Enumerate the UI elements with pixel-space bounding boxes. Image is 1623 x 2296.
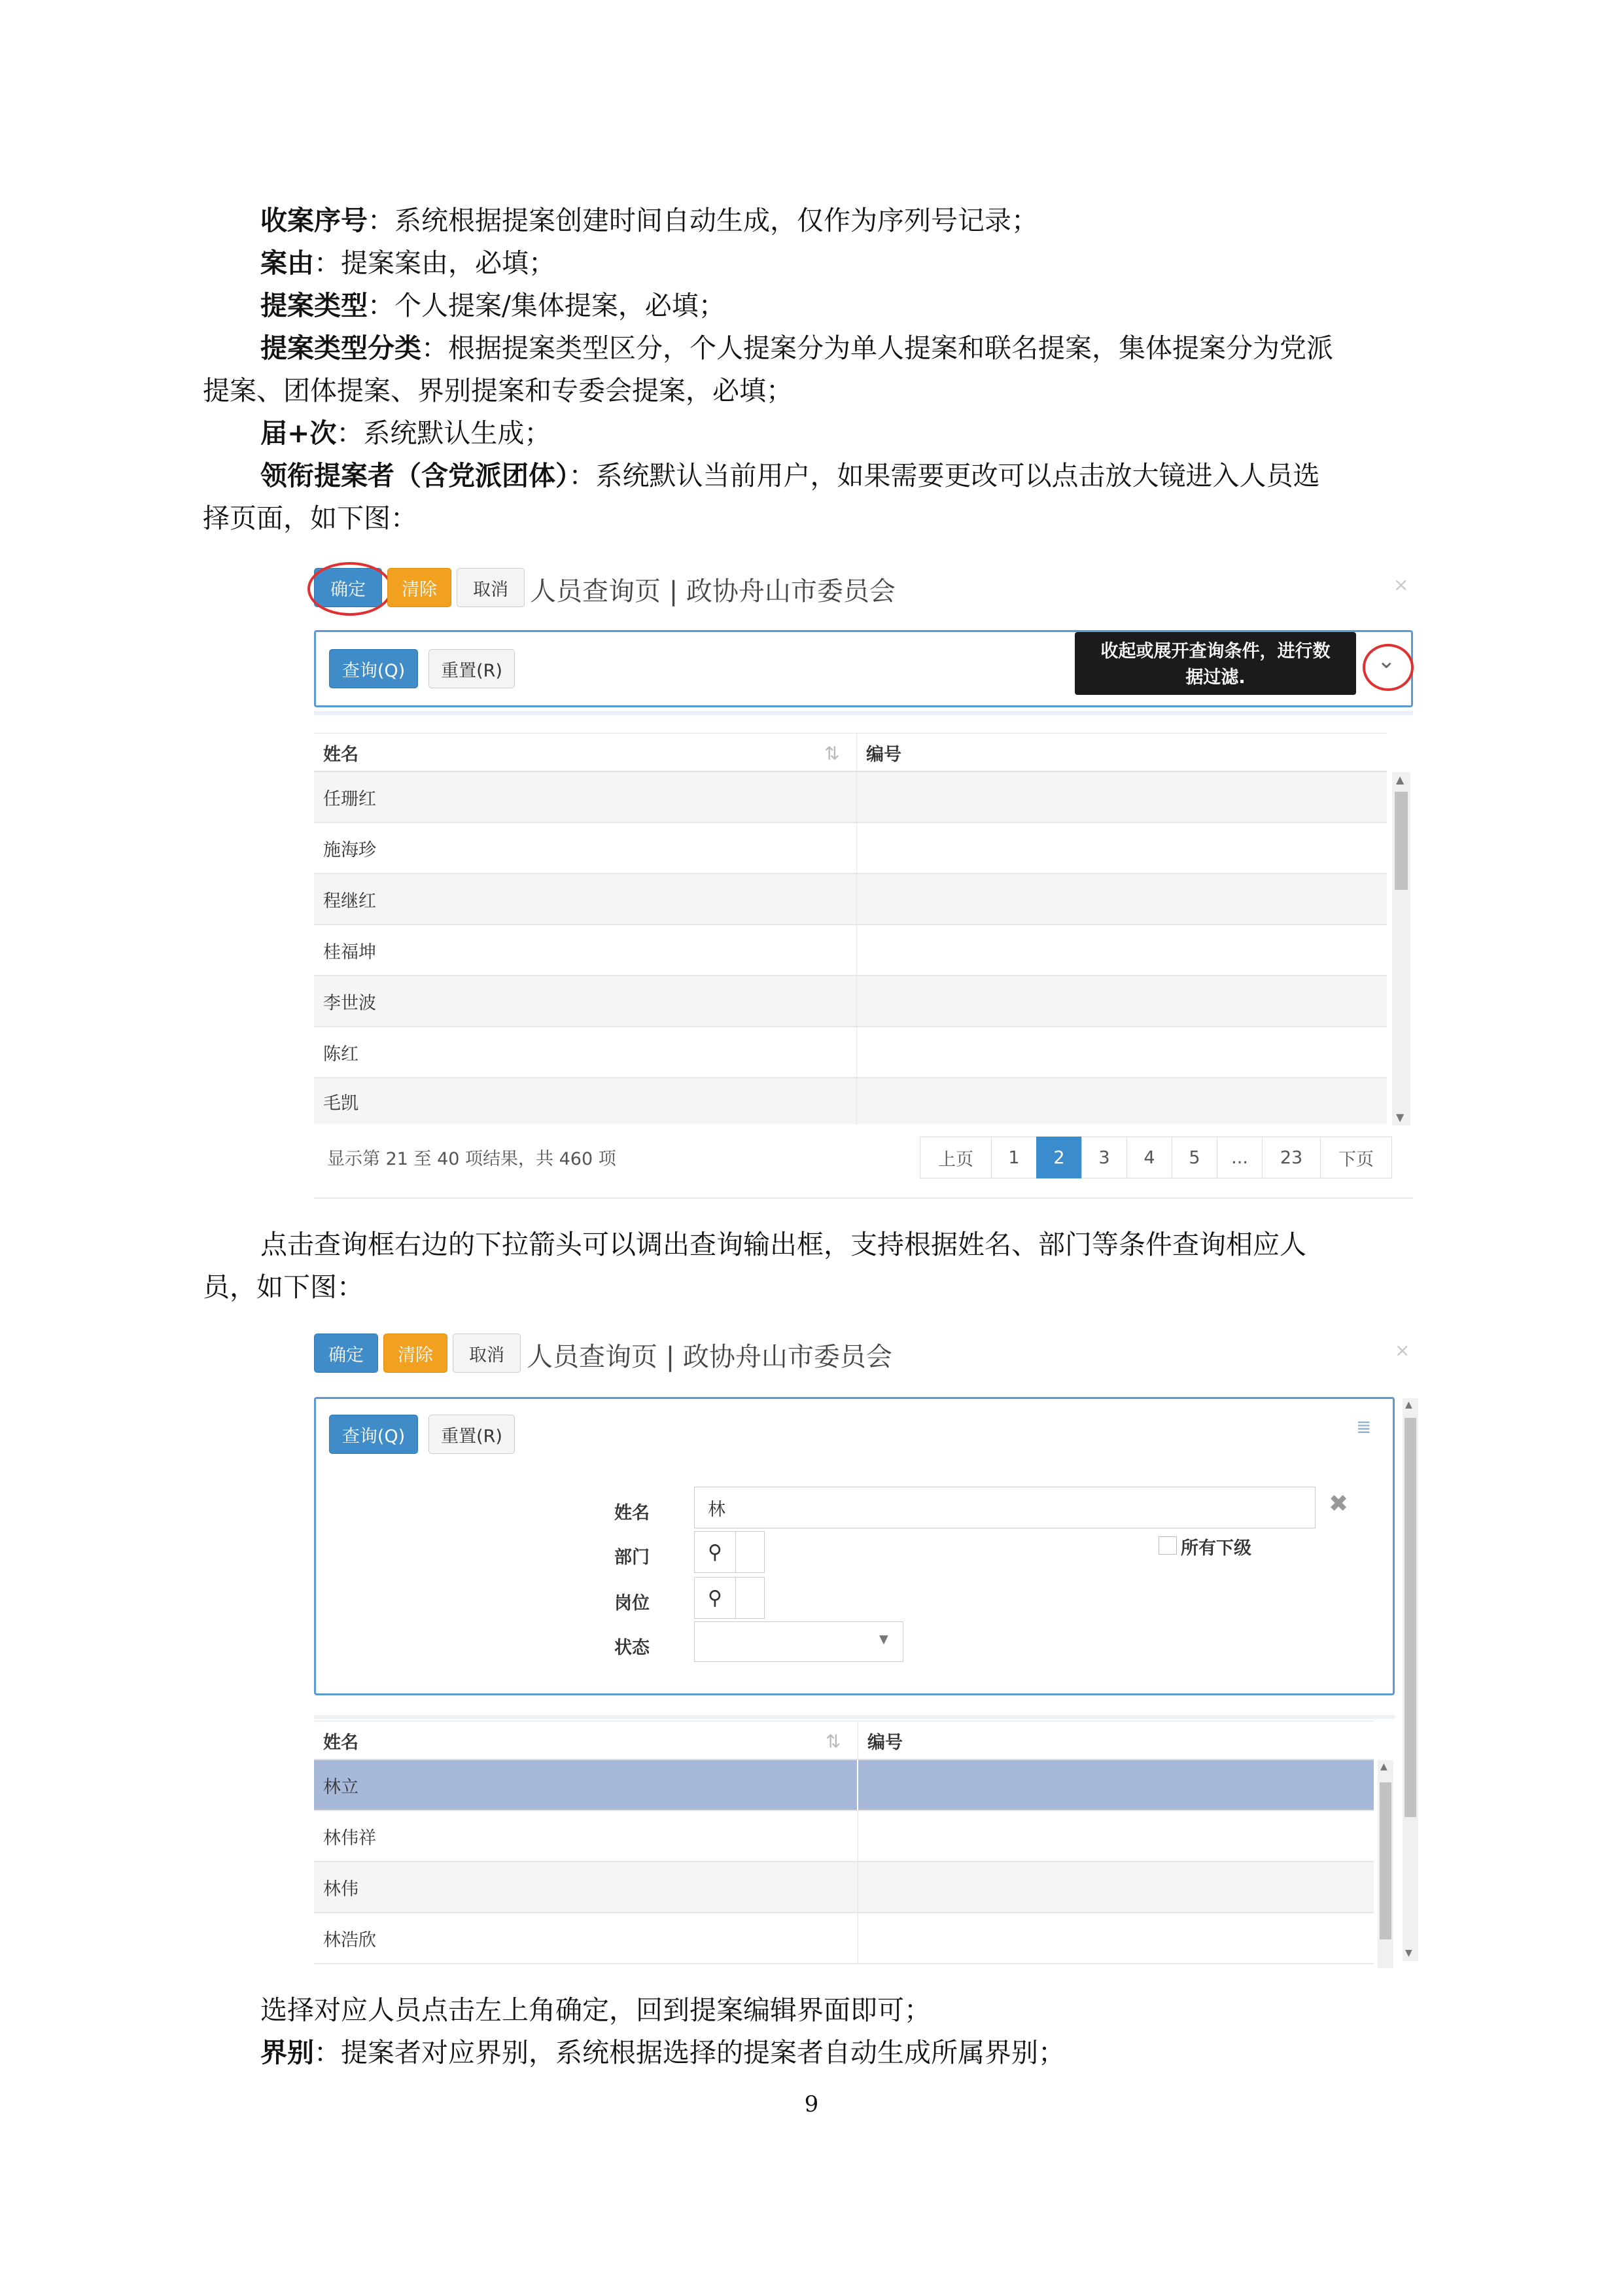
scroll-up-icon[interactable]: ▲ bbox=[1380, 1761, 1387, 1772]
position-label: 岗位 bbox=[614, 1593, 650, 1614]
table-row[interactable] bbox=[314, 1027, 1387, 1078]
page-button[interactable]: 23 bbox=[1262, 1137, 1321, 1178]
page-number: 9 bbox=[804, 2091, 819, 2117]
search-icon[interactable]: ⚲ bbox=[695, 1532, 736, 1572]
column-header-name[interactable]: 姓名 bbox=[314, 733, 857, 771]
close-icon[interactable]: × bbox=[1395, 1339, 1410, 1361]
field-label: 收案序号 bbox=[260, 205, 368, 236]
scroll-down-icon[interactable]: ▼ bbox=[1405, 1948, 1412, 1958]
table-row[interactable] bbox=[314, 925, 1387, 976]
field-sector: 界别：提案者对应界别，系统根据选择的提案者自动生成所属界别； bbox=[260, 2037, 1065, 2068]
field-type-category: 提案类型分类：根据提案类型区分，个人提案分为单人提案和联名提案，集体提案分为党派 bbox=[260, 332, 1333, 364]
table-row[interactable] bbox=[314, 976, 1387, 1027]
clear-button[interactable]: 清除 bbox=[387, 568, 451, 607]
field-label: 案由 bbox=[260, 247, 314, 279]
cell-name: 程继红 bbox=[314, 874, 857, 924]
table-scrollbar[interactable] bbox=[1378, 1760, 1393, 1968]
column-header-name[interactable]: 姓名 bbox=[314, 1722, 858, 1759]
cancel-button[interactable]: 取消 bbox=[457, 568, 525, 607]
table-row[interactable] bbox=[314, 823, 1387, 874]
cell-name: 毛凯 bbox=[314, 1078, 857, 1124]
instruction-text-cont: 员，如下图： bbox=[203, 1271, 364, 1303]
table-row[interactable] bbox=[314, 1811, 1374, 1862]
field-label: 领衔提案者（含党派团体） bbox=[260, 460, 569, 491]
tooltip-line: 收起或展开查询条件，进行数 bbox=[1100, 641, 1331, 662]
search-icon[interactable]: ⚲ bbox=[695, 1578, 736, 1618]
cell-name: 林立 bbox=[314, 1760, 858, 1810]
dialog-title: 人员查询页 | 政协舟山市委员会 bbox=[527, 1342, 892, 1372]
field-reason: 案由：提案案由，必填； bbox=[260, 247, 555, 279]
caret-down-icon: ▼ bbox=[879, 1633, 888, 1646]
divider bbox=[314, 1197, 1413, 1199]
field-lead-proposer: 领衔提案者（含党派团体）：系统默认当前用户，如果需要更改可以点击放大镜进入人员选 bbox=[260, 460, 1320, 491]
person-table bbox=[314, 733, 1413, 1125]
field-type: 提案类型：个人提案/集体提案，必填； bbox=[260, 290, 725, 321]
page-button-active[interactable]: 2 bbox=[1036, 1137, 1082, 1178]
table-row[interactable] bbox=[314, 1862, 1374, 1913]
page-button[interactable]: 1 bbox=[991, 1137, 1037, 1178]
cell-name: 林伟祥 bbox=[314, 1811, 858, 1861]
next-page-button[interactable]: 下页 bbox=[1320, 1137, 1392, 1178]
query-button[interactable]: 查询(Q) bbox=[329, 649, 418, 688]
scroll-up-icon[interactable]: ▲ bbox=[1405, 1400, 1412, 1410]
clear-button[interactable]: 清除 bbox=[383, 1333, 447, 1373]
confirm-button[interactable]: 确定 bbox=[314, 1333, 378, 1373]
pagination-info: 显示第 21 至 40 项结果，共 460 项 bbox=[327, 1149, 616, 1169]
position-picker[interactable] bbox=[694, 1577, 765, 1619]
page-button[interactable]: 4 bbox=[1126, 1137, 1172, 1178]
prev-page-button[interactable]: 上页 bbox=[920, 1137, 992, 1178]
result-table bbox=[314, 1721, 1395, 1969]
page-button[interactable]: 3 bbox=[1081, 1137, 1127, 1178]
query-panel-expanded bbox=[314, 1397, 1395, 1695]
table-header bbox=[314, 1721, 1374, 1760]
department-label: 部门 bbox=[614, 1547, 650, 1568]
field-session: 届+次：系统默认生成； bbox=[260, 417, 551, 449]
outer-scrollbar[interactable] bbox=[1403, 1398, 1418, 1961]
page-ellipsis: ... bbox=[1217, 1137, 1263, 1178]
instruction-text: 点击查询框右边的下拉箭头可以调出查询输出框，支持根据姓名、部门等条件查询相应人 bbox=[260, 1229, 1306, 1260]
highlight-circle bbox=[307, 562, 393, 616]
field-label: 届+次 bbox=[260, 417, 337, 449]
chevron-down-icon[interactable]: ⌄ bbox=[1377, 648, 1396, 674]
cancel-button[interactable]: 取消 bbox=[453, 1333, 521, 1373]
query-button[interactable]: 查询(Q) bbox=[329, 1415, 418, 1454]
screenshot-person-query-expanded bbox=[307, 1325, 1420, 1969]
cell-name: 桂福坤 bbox=[314, 925, 857, 975]
all-sub-checkbox[interactable] bbox=[1159, 1536, 1177, 1555]
status-label: 状态 bbox=[614, 1638, 650, 1658]
field-serial: 收案序号：系统根据提案创建时间自动生成，仅作为序列号记录； bbox=[260, 205, 1038, 236]
scrollbar[interactable] bbox=[1392, 772, 1410, 1125]
cell-name: 任珊红 bbox=[314, 772, 857, 822]
divider bbox=[314, 711, 1413, 715]
reset-button[interactable]: 重置(R) bbox=[428, 1415, 515, 1454]
scroll-down-icon[interactable]: ▼ bbox=[1396, 1111, 1405, 1123]
sort-icon[interactable]: ⇅ bbox=[824, 743, 840, 764]
scroll-up-icon[interactable]: ▲ bbox=[1396, 773, 1405, 786]
instruction-text: 选择对应人员点击左上角确定，回到提案编辑界面即可； bbox=[260, 1994, 931, 2026]
scroll-thumb[interactable] bbox=[1395, 792, 1408, 890]
field-label: 提案类型分类 bbox=[260, 332, 421, 364]
page-button[interactable]: 5 bbox=[1172, 1137, 1217, 1178]
table-row[interactable] bbox=[314, 772, 1387, 823]
column-header-id[interactable]: 编号 bbox=[867, 1732, 903, 1753]
query-panel bbox=[314, 630, 1413, 707]
list-icon[interactable]: ≣ bbox=[1356, 1416, 1372, 1438]
divider bbox=[314, 1715, 1395, 1719]
scroll-thumb[interactable] bbox=[1405, 1418, 1416, 1817]
table-header bbox=[314, 733, 1387, 772]
field-label: 提案类型 bbox=[260, 290, 368, 321]
department-picker[interactable] bbox=[694, 1531, 765, 1573]
table-row[interactable] bbox=[314, 1913, 1374, 1964]
tooltip-line: 据过滤. bbox=[1185, 667, 1246, 688]
cell-name: 施海珍 bbox=[314, 823, 857, 873]
toggle-tooltip bbox=[1075, 632, 1356, 695]
dialog-title: 人员查询页 | 政协舟山市委员会 bbox=[530, 576, 896, 607]
cell-name: 陈红 bbox=[314, 1027, 857, 1077]
table-row-selected[interactable] bbox=[314, 1760, 1374, 1811]
sort-icon[interactable]: ⇅ bbox=[826, 1731, 841, 1752]
table-row[interactable] bbox=[314, 874, 1387, 925]
field-lead-proposer-cont: 择页面，如下图： bbox=[203, 503, 417, 534]
cell-name: 李世波 bbox=[314, 976, 857, 1026]
close-icon[interactable]: × bbox=[1393, 574, 1409, 595]
field-label: 界别 bbox=[260, 2037, 314, 2068]
scroll-thumb[interactable] bbox=[1380, 1782, 1391, 1939]
field-type-category-cont: 提案、团体提案、界别提案和专委会提案，必填； bbox=[203, 375, 793, 406]
column-header-id[interactable]: 编号 bbox=[866, 744, 901, 765]
screenshot-person-query-collapsed bbox=[307, 559, 1420, 1201]
status-select[interactable] bbox=[694, 1621, 903, 1662]
name-input[interactable]: 林 bbox=[694, 1487, 1316, 1528]
reset-button[interactable]: 重置(R) bbox=[428, 649, 515, 688]
pagination bbox=[920, 1137, 1397, 1178]
all-sub-label: 所有下级 bbox=[1181, 1538, 1251, 1559]
cell-name: 林浩欣 bbox=[314, 1913, 858, 1963]
cell-name: 林伟 bbox=[314, 1862, 858, 1912]
table-row[interactable] bbox=[314, 1078, 1387, 1124]
clear-input-icon[interactable]: ✖ bbox=[1329, 1491, 1349, 1517]
name-label: 姓名 bbox=[614, 1503, 650, 1523]
confirm-button[interactable]: 确定 bbox=[314, 568, 382, 607]
